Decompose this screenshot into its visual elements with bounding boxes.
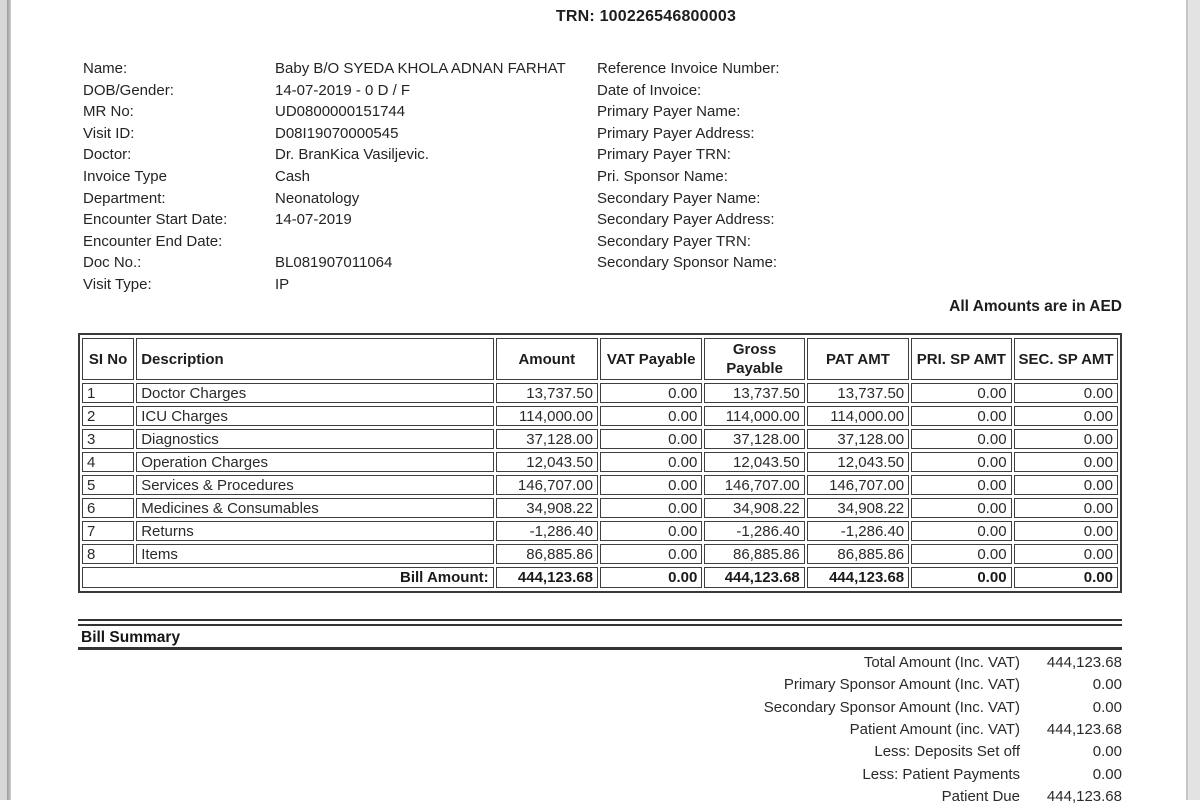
sec-sp-amt: 0.00 — [1014, 429, 1118, 449]
summary-row-total-amount — [78, 652, 1122, 674]
mr-no-label: MR No: — [83, 103, 134, 121]
bill-amount-total: 444,123.68 — [496, 567, 598, 588]
pat-amt: 114,000.00 — [807, 406, 909, 426]
total-amount-value: 444,123.68 — [1046, 654, 1122, 671]
header-pri-sp-amt: PRI. SP AMT — [911, 338, 1011, 380]
pri-sp-amt: 0.00 — [911, 521, 1011, 541]
info-row-primary-payer-trn — [597, 144, 1027, 166]
charges-table — [78, 333, 1122, 593]
charge-row-7 — [82, 521, 1118, 541]
summary-row-patient-due — [78, 786, 1122, 808]
pat-amt: -1,286.40 — [807, 521, 909, 541]
summary-row-patient-payments — [78, 764, 1122, 786]
pat-amt: 34,908.22 — [807, 498, 909, 518]
secondary-sponsor-amount-label: Secondary Sponsor Amount (Inc. VAT) — [763, 698, 1020, 716]
bill-amount-label: Bill Amount: — [82, 567, 494, 588]
summary-row-deposits-set-off — [78, 741, 1122, 763]
primary-payer-name-label: Primary Payer Name: — [597, 103, 741, 121]
charge-row-1 — [82, 383, 1118, 403]
info-row-encounter-end — [83, 231, 593, 253]
bill-pri-sp-total: 0.00 — [911, 567, 1011, 588]
charge-row-8 — [82, 544, 1118, 564]
vat-payable: 0.00 — [600, 383, 702, 403]
patient-info-left — [83, 58, 593, 296]
mr-no-value: UD0800000151744 — [275, 103, 406, 121]
info-row-primary-payer-name — [597, 101, 1027, 123]
pri-sp-amt: 0.00 — [911, 475, 1011, 495]
sec-sp-amt: 0.00 — [1014, 383, 1118, 403]
visit-id-value: D08I19070000545 — [275, 124, 399, 142]
header-vat-payable: VAT Payable — [600, 338, 702, 380]
vat-payable: 0.00 — [600, 498, 702, 518]
visit-id-label: Visit ID: — [83, 124, 135, 142]
si-no: 2 — [82, 406, 134, 426]
invoice-type-label: Invoice Type — [83, 167, 167, 185]
vat-payable: 0.00 — [600, 544, 702, 564]
description: Returns — [136, 521, 493, 541]
si-no: 3 — [82, 429, 134, 449]
amount: 146,707.00 — [496, 475, 598, 495]
encounter-end-value — [275, 231, 593, 253]
name-value: Baby B/O SYEDA KHOLA ADNAN FARHAT — [275, 60, 566, 77]
secondary-payer-address-label: Secondary Payer Address: — [597, 211, 775, 229]
pri-sp-amt: 0.00 — [911, 406, 1011, 426]
summary-divider-bottom — [78, 647, 1122, 651]
si-no: 8 — [82, 544, 134, 564]
charges-header-row — [82, 338, 1118, 380]
charge-row-4 — [82, 452, 1118, 472]
description: ICU Charges — [136, 406, 493, 426]
pat-amt: 37,128.00 — [807, 429, 909, 449]
page-edge-left-line — [7, 0, 11, 800]
pat-amt: 86,885.86 — [807, 544, 909, 564]
pri-sponsor-name-value — [857, 166, 1027, 188]
info-row-department — [83, 188, 593, 210]
sec-sp-amt: 0.00 — [1014, 544, 1118, 564]
description: Services & Procedures — [136, 475, 493, 495]
patient-payments-value: 0.00 — [1092, 765, 1122, 783]
summary-row-patient-amount — [78, 719, 1122, 741]
secondary-sponsor-name-value — [857, 252, 1027, 274]
bill-pat-total: 444,123.68 — [807, 567, 909, 588]
sec-sp-amt: 0.00 — [1014, 452, 1118, 472]
amount: 86,885.86 — [496, 544, 598, 564]
bill-gross-total: 444,123.68 — [704, 567, 804, 588]
header-amount: Amount — [496, 338, 598, 380]
secondary-payer-name-value — [857, 188, 1027, 210]
doc-no-value: BL081907011064 — [275, 254, 393, 272]
amount: 12,043.50 — [496, 452, 598, 472]
charge-row-5 — [82, 475, 1118, 495]
gross-payable: -1,286.40 — [704, 521, 804, 541]
vat-payable: 0.00 — [600, 452, 702, 472]
description: Medicines & Consumables — [136, 498, 493, 518]
info-row-secondary-payer-trn — [597, 231, 1027, 253]
info-row-secondary-sponsor-name — [597, 252, 1027, 274]
pri-sp-amt: 0.00 — [911, 452, 1011, 472]
primary-payer-trn-value — [857, 144, 1027, 166]
pat-amt: 12,043.50 — [807, 452, 909, 472]
encounter-end-label: Encounter End Date: — [83, 232, 223, 250]
summary-divider-top — [78, 619, 1122, 626]
pri-sp-amt: 0.00 — [911, 429, 1011, 449]
gross-payable: 114,000.00 — [704, 406, 804, 426]
info-row-doctor — [83, 144, 593, 166]
amount: -1,286.40 — [496, 521, 598, 541]
secondary-sponsor-name-label: Secondary Sponsor Name: — [597, 254, 778, 272]
info-row-invoice-type — [83, 166, 593, 188]
page-edge-right — [1186, 0, 1200, 800]
visit-type-value: IP — [275, 275, 290, 293]
secondary-payer-trn-value — [857, 231, 1027, 253]
date-of-invoice-label: Date of Invoice: — [597, 81, 702, 99]
encounter-start-value: 14-07-2019 — [275, 211, 352, 229]
primary-sponsor-amount-label: Primary Sponsor Amount (Inc. VAT) — [783, 676, 1020, 694]
amount: 13,737.50 — [496, 383, 598, 403]
pri-sp-amt: 0.00 — [911, 383, 1011, 403]
summary-row-secondary-sponsor — [78, 697, 1122, 719]
info-row-dob-gender — [83, 80, 593, 102]
dob-gender-value: 14-07-2019 - 0 D / F — [275, 81, 411, 99]
info-row-primary-payer-address — [597, 123, 1027, 145]
si-no: 4 — [82, 452, 134, 472]
pri-sp-amt: 0.00 — [911, 544, 1011, 564]
sec-sp-amt: 0.00 — [1014, 498, 1118, 518]
gross-payable: 13,737.50 — [704, 383, 804, 403]
secondary-payer-name-label: Secondary Payer Name: — [597, 189, 761, 207]
vat-payable: 0.00 — [600, 475, 702, 495]
bill-sec-sp-total: 0.00 — [1014, 567, 1118, 588]
gross-payable: 12,043.50 — [704, 452, 804, 472]
bill-summary-title: Bill Summary — [81, 629, 181, 646]
si-no: 5 — [82, 475, 134, 495]
header-pat-amt: PAT AMT — [807, 338, 909, 380]
primary-sponsor-amount-value: 0.00 — [1092, 676, 1122, 694]
info-row-name — [83, 58, 593, 80]
info-row-visit-type — [83, 274, 593, 296]
bill-vat-total: 0.00 — [600, 567, 702, 588]
info-row-pri-sponsor-name — [597, 166, 1027, 188]
name-label: Name: — [83, 60, 128, 77]
sec-sp-amt: 0.00 — [1014, 475, 1118, 495]
description: Items — [136, 544, 493, 564]
info-row-reference-invoice — [597, 58, 1027, 80]
department-label: Department: — [83, 189, 166, 207]
invoice-type-value: Cash — [275, 167, 311, 185]
deposits-set-off-value: 0.00 — [1092, 743, 1122, 761]
aed-note: All Amounts are in AED — [949, 298, 1122, 315]
patient-due-label: Patient Due — [941, 788, 1020, 806]
bill-amount-row — [82, 567, 1118, 588]
doctor-value: Dr. BranKica Vasiljevic. — [275, 146, 429, 164]
charge-row-3 — [82, 429, 1118, 449]
info-row-secondary-payer-name — [597, 188, 1027, 210]
summary-row-primary-sponsor — [78, 674, 1122, 696]
header-description: Description — [136, 338, 493, 380]
date-of-invoice-value — [857, 80, 1027, 102]
info-row-date-of-invoice — [597, 80, 1027, 102]
info-row-encounter-start — [83, 209, 593, 231]
si-no: 7 — [82, 521, 134, 541]
header-gross-payable: Gross Payable — [704, 338, 804, 380]
page-edge-left — [0, 0, 7, 800]
payer-info-right — [597, 58, 1027, 274]
gross-payable: 146,707.00 — [704, 475, 804, 495]
dob-gender-label: DOB/Gender: — [83, 81, 174, 99]
reference-invoice-label: Reference Invoice Number: — [597, 60, 780, 77]
secondary-sponsor-amount-value: 0.00 — [1092, 698, 1122, 716]
patient-payments-label: Less: Patient Payments — [862, 765, 1020, 783]
pat-amt: 146,707.00 — [807, 475, 909, 495]
description: Diagnostics — [136, 429, 493, 449]
pri-sponsor-name-label: Pri. Sponsor Name: — [597, 167, 728, 185]
department-value: Neonatology — [275, 189, 360, 207]
sec-sp-amt: 0.00 — [1014, 521, 1118, 541]
secondary-payer-address-value — [857, 209, 1027, 231]
trn-heading: TRN: 100226546800003 — [555, 8, 737, 25]
patient-amount-label: Patient Amount (inc. VAT) — [849, 721, 1020, 739]
vat-payable: 0.00 — [600, 429, 702, 449]
header-si-no: SI No — [82, 338, 134, 380]
bill-summary — [78, 652, 1122, 808]
patient-amount-value: 444,123.68 — [1046, 721, 1122, 739]
amount: 37,128.00 — [496, 429, 598, 449]
gross-payable: 34,908.22 — [704, 498, 804, 518]
description: Doctor Charges — [136, 383, 493, 403]
gross-payable: 86,885.86 — [704, 544, 804, 564]
sec-sp-amt: 0.00 — [1014, 406, 1118, 426]
gross-payable: 37,128.00 — [704, 429, 804, 449]
deposits-set-off-label: Less: Deposits Set off — [874, 743, 1020, 761]
primary-payer-name-value — [857, 101, 1027, 123]
reference-invoice-value — [857, 58, 1027, 80]
info-row-secondary-payer-address — [597, 209, 1027, 231]
info-row-doc-no — [83, 252, 593, 274]
secondary-payer-trn-label: Secondary Payer TRN: — [597, 232, 751, 250]
visit-type-label: Visit Type: — [83, 275, 152, 293]
primary-payer-address-value — [857, 123, 1027, 145]
info-row-visit-id — [83, 123, 593, 145]
si-no: 1 — [82, 383, 134, 403]
encounter-start-label: Encounter Start Date: — [83, 211, 228, 229]
description: Operation Charges — [136, 452, 493, 472]
doctor-label: Doctor: — [83, 146, 132, 164]
vat-payable: 0.00 — [600, 406, 702, 426]
charge-row-2 — [82, 406, 1118, 426]
charge-row-6 — [82, 498, 1118, 518]
doc-no-label: Doc No.: — [83, 254, 142, 272]
amount: 114,000.00 — [496, 406, 598, 426]
patient-due-value: 444,123.68 — [1046, 788, 1122, 806]
header-sec-sp-amt: SEC. SP AMT — [1014, 338, 1118, 380]
pat-amt: 13,737.50 — [807, 383, 909, 403]
total-amount-label: Total Amount (Inc. VAT) — [863, 654, 1020, 671]
primary-payer-trn-label: Primary Payer TRN: — [597, 146, 731, 164]
primary-payer-address-label: Primary Payer Address: — [597, 124, 755, 142]
si-no: 6 — [82, 498, 134, 518]
pri-sp-amt: 0.00 — [911, 498, 1011, 518]
vat-payable: 0.00 — [600, 521, 702, 541]
info-row-mr-no — [83, 101, 593, 123]
amount: 34,908.22 — [496, 498, 598, 518]
